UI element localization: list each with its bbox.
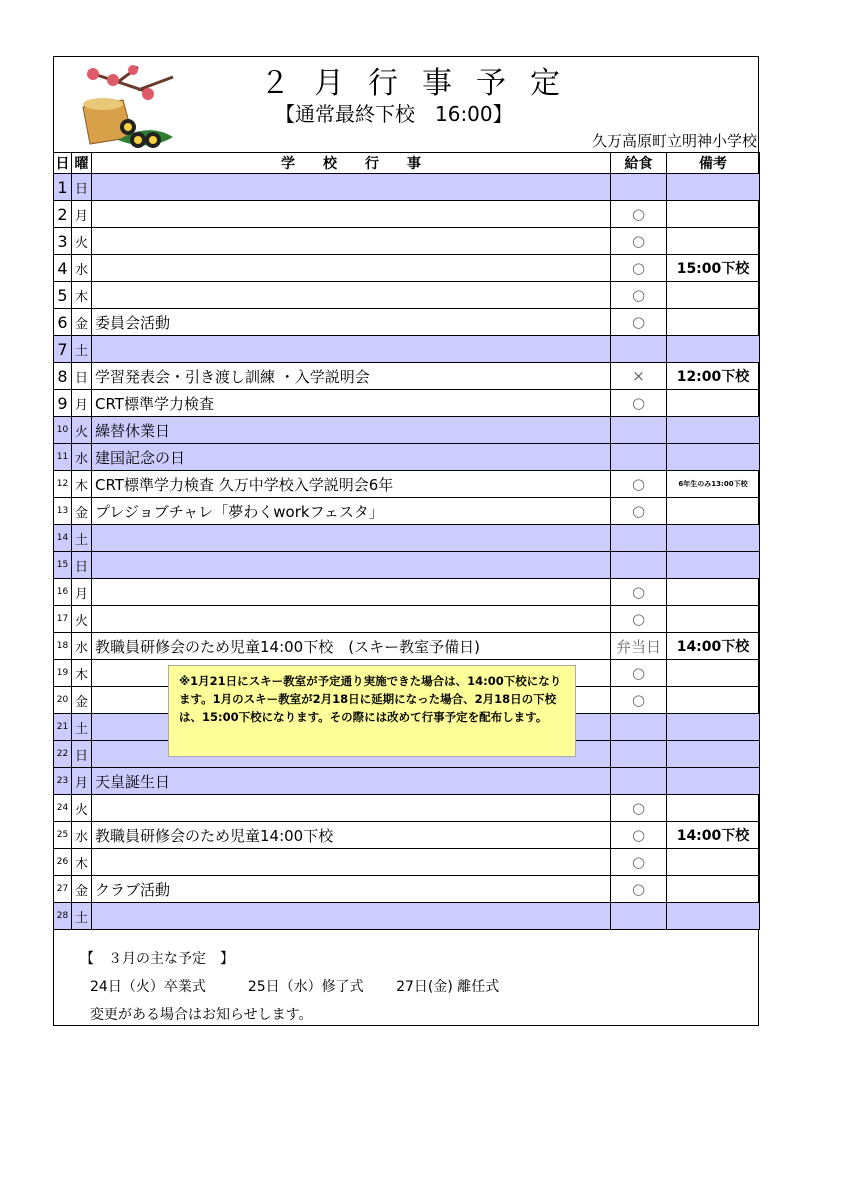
event-cell [92, 795, 611, 822]
lunch-cell: ○ [611, 471, 667, 498]
weekday-cell: 月 [72, 201, 92, 228]
table-row [54, 498, 760, 525]
col-day: 日 [54, 153, 72, 174]
day-cell: 27 [54, 876, 72, 903]
event-cell: クラブ活動 [92, 876, 611, 903]
event-cell: CRT標準学力検査 [92, 390, 611, 417]
event-cell: プレジョブチャレ「夢わくworkフェスタ」 [92, 498, 611, 525]
day-cell: 22 [54, 741, 72, 768]
weekday-cell: 金 [72, 876, 92, 903]
note-cell [667, 768, 760, 795]
weekday-cell: 日 [72, 741, 92, 768]
lunch-cell: 弁当日 [611, 633, 667, 660]
note-cell [667, 525, 760, 552]
day-cell: 28 [54, 903, 72, 930]
lunch-cell: ○ [611, 849, 667, 876]
weekday-cell: 土 [72, 525, 92, 552]
table-row [54, 309, 760, 336]
day-cell: 8 [54, 363, 72, 390]
weekday-cell: 日 [72, 174, 92, 201]
event-cell [92, 201, 611, 228]
day-cell: 19 [54, 660, 72, 687]
note-cell [667, 687, 760, 714]
lunch-cell: ○ [611, 282, 667, 309]
table-row [54, 849, 760, 876]
note-cell [667, 498, 760, 525]
weekday-cell: 土 [72, 336, 92, 363]
event-cell [92, 552, 611, 579]
lunch-cell: ○ [611, 255, 667, 282]
event-cell: 天皇誕生日 [92, 768, 611, 795]
table-row [54, 201, 760, 228]
lunch-cell [611, 903, 667, 930]
day-cell: 15 [54, 552, 72, 579]
col-dow: 曜 [72, 153, 92, 174]
day-cell: 18 [54, 633, 72, 660]
day-cell: 16 [54, 579, 72, 606]
note-cell [667, 795, 760, 822]
note-cell [667, 201, 760, 228]
dismissal-time: 【通常最終下校 16:00】 [275, 102, 513, 126]
weekday-cell: 火 [72, 228, 92, 255]
lunch-cell [611, 174, 667, 201]
table-row [54, 606, 760, 633]
lunch-cell: ○ [611, 876, 667, 903]
lunch-cell: ○ [611, 579, 667, 606]
lunch-cell: ○ [611, 309, 667, 336]
march-schedule [80, 945, 499, 1029]
day-cell: 3 [54, 228, 72, 255]
table-row [54, 876, 760, 903]
note-cell [667, 714, 760, 741]
event-cell: 教職員研修会のため児童14:00下校 [92, 822, 611, 849]
day-cell: 25 [54, 822, 72, 849]
event-cell: CRT標準学力検査 久万中学校入学説明会6年 [92, 471, 611, 498]
note-cell [667, 876, 760, 903]
weekday-cell: 火 [72, 606, 92, 633]
lunch-cell [611, 768, 667, 795]
table-row [54, 552, 760, 579]
lunch-cell: × [611, 363, 667, 390]
weekday-cell: 木 [72, 471, 92, 498]
note-cell [667, 444, 760, 471]
col-note: 備考 [667, 153, 760, 174]
note-cell: 6年生のみ13:00下校 [667, 471, 760, 498]
lunch-cell: ○ [611, 390, 667, 417]
table-row [54, 228, 760, 255]
march-heading: 【 ３月の主な予定 】 [80, 951, 234, 967]
weekday-cell: 月 [72, 579, 92, 606]
lunch-cell [611, 336, 667, 363]
table-row [54, 633, 760, 660]
note-cell [667, 390, 760, 417]
lunch-cell [611, 525, 667, 552]
page-title: ２月行事予定 [260, 66, 584, 101]
event-cell [92, 174, 611, 201]
note-cell [667, 174, 760, 201]
day-cell: 6 [54, 309, 72, 336]
event-cell [92, 228, 611, 255]
table-row [54, 336, 760, 363]
weekday-cell: 金 [72, 498, 92, 525]
lunch-cell: ○ [611, 606, 667, 633]
table-row [54, 579, 760, 606]
weekday-cell: 土 [72, 714, 92, 741]
weekday-cell: 土 [72, 903, 92, 930]
event-cell [92, 255, 611, 282]
day-cell: 23 [54, 768, 72, 795]
table-row [54, 525, 760, 552]
event-cell [92, 849, 611, 876]
day-cell: 2 [54, 201, 72, 228]
note-cell: 14:00下校 [667, 822, 760, 849]
note-cell [667, 606, 760, 633]
event-cell [92, 606, 611, 633]
weekday-cell: 日 [72, 552, 92, 579]
note-cell [667, 552, 760, 579]
lunch-cell [611, 444, 667, 471]
lunch-cell: ○ [611, 498, 667, 525]
event-cell [92, 336, 611, 363]
day-cell: 10 [54, 417, 72, 444]
day-cell: 20 [54, 687, 72, 714]
note-cell [667, 336, 760, 363]
event-cell: 建国記念の日 [92, 444, 611, 471]
event-cell [92, 903, 611, 930]
event-cell [92, 525, 611, 552]
note-cell [667, 282, 760, 309]
lunch-cell: ○ [611, 687, 667, 714]
weekday-cell: 月 [72, 390, 92, 417]
event-cell: 委員会活動 [92, 309, 611, 336]
note-cell [667, 903, 760, 930]
weekday-cell: 水 [72, 444, 92, 471]
day-cell: 1 [54, 174, 72, 201]
day-cell: 5 [54, 282, 72, 309]
schedule-table [53, 152, 760, 930]
day-cell: 7 [54, 336, 72, 363]
table-row [54, 282, 760, 309]
day-cell: 26 [54, 849, 72, 876]
note-cell [667, 660, 760, 687]
weekday-cell: 水 [72, 255, 92, 282]
lunch-cell: ○ [611, 795, 667, 822]
table-row [54, 363, 760, 390]
table-row [54, 903, 760, 930]
lunch-cell [611, 741, 667, 768]
col-event: 学 校 行 事 [92, 153, 611, 174]
note-cell: 14:00下校 [667, 633, 760, 660]
lunch-cell [611, 552, 667, 579]
table-row [54, 444, 760, 471]
day-cell: 21 [54, 714, 72, 741]
lunch-cell [611, 417, 667, 444]
day-cell: 14 [54, 525, 72, 552]
event-cell [92, 579, 611, 606]
lunch-cell [611, 714, 667, 741]
weekday-cell: 木 [72, 282, 92, 309]
table-row [54, 390, 760, 417]
day-cell: 12 [54, 471, 72, 498]
day-cell: 4 [54, 255, 72, 282]
table-row [54, 768, 760, 795]
lunch-cell: ○ [611, 822, 667, 849]
table-row [54, 174, 760, 201]
event-cell [92, 282, 611, 309]
weekday-cell: 木 [72, 660, 92, 687]
event-cell: 学習発表会・引き渡し訓練 ・入学説明会 [92, 363, 611, 390]
day-cell: 17 [54, 606, 72, 633]
lunch-cell: ○ [611, 228, 667, 255]
weekday-cell: 金 [72, 309, 92, 336]
setsubun-illustration-icon [78, 62, 178, 150]
note-cell [667, 228, 760, 255]
weekday-cell: 火 [72, 795, 92, 822]
table-row [54, 822, 760, 849]
note-cell [667, 579, 760, 606]
day-cell: 9 [54, 390, 72, 417]
weekday-cell: 日 [72, 363, 92, 390]
event-cell: 繰替休業日 [92, 417, 611, 444]
weekday-cell: 金 [72, 687, 92, 714]
note-cell [667, 849, 760, 876]
change-notice: 変更がある場合はお知らせします。 [90, 1007, 313, 1023]
table-row [54, 255, 760, 282]
day-cell: 13 [54, 498, 72, 525]
weekday-cell: 木 [72, 849, 92, 876]
note-cell: 12:00下校 [667, 363, 760, 390]
day-cell: 11 [54, 444, 72, 471]
note-cell [667, 741, 760, 768]
table-row [54, 471, 760, 498]
table-row [54, 795, 760, 822]
weekday-cell: 月 [72, 768, 92, 795]
notice-box: ※1月21日にスキー教室が予定通り実施できた場合は、14:00下校になります。1月のスキー教室が2月18日に延期になった場合、2月18日の下校は、15:00下校になります。その際には改めて行事予定を配布します。 [168, 665, 576, 757]
note-cell [667, 309, 760, 336]
march-events: 24日（火）卒業式 25日（水）修了式 27日(金) 離任式 [90, 979, 500, 995]
lunch-cell: ○ [611, 660, 667, 687]
table-header [54, 153, 760, 174]
weekday-cell: 水 [72, 633, 92, 660]
day-cell: 24 [54, 795, 72, 822]
table-row [54, 417, 760, 444]
weekday-cell: 水 [72, 822, 92, 849]
note-cell: 15:00下校 [667, 255, 760, 282]
weekday-cell: 火 [72, 417, 92, 444]
school-name: 久万高原町立明神小学校 [591, 132, 757, 150]
note-cell [667, 417, 760, 444]
col-lunch: 給食 [611, 153, 667, 174]
lunch-cell: ○ [611, 201, 667, 228]
event-cell: 教職員研修会のため児童14:00下校 (スキー教室予備日) [92, 633, 611, 660]
